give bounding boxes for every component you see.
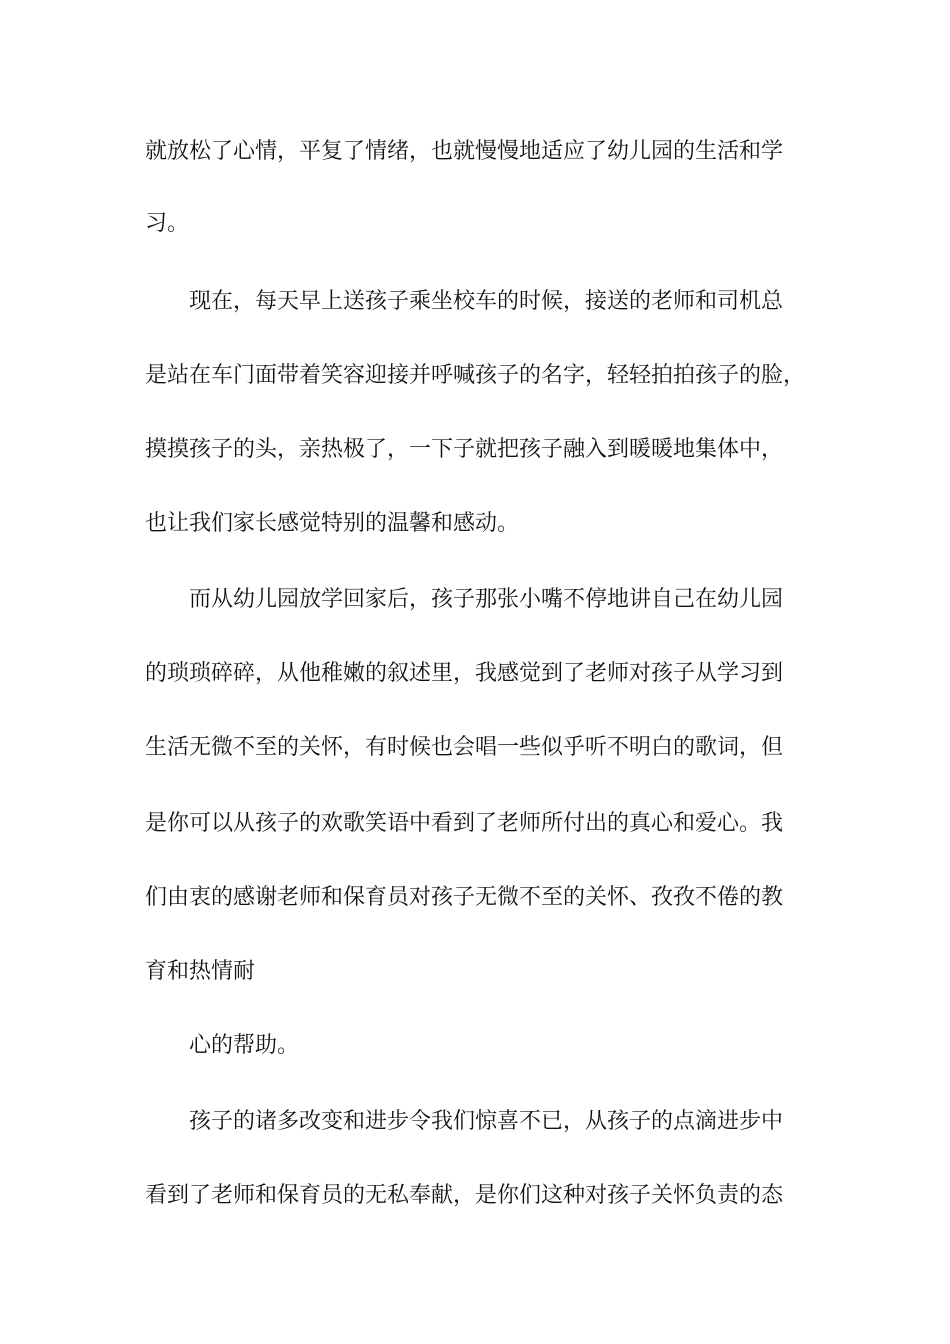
paragraph-start-line: 而从幼儿园放学回家后，孩子那张小嘴不停地讲自己在幼儿园 [189, 587, 784, 612]
text-line: 摸摸孩子的头，亲热极了，一下子就把孩子融入到暖暖地集体中， [145, 437, 784, 462]
text-line: 心的帮助。 [189, 1033, 300, 1058]
text-line: 是你可以从孩子的欢歌笑语中看到了老师所付出的真心和爱心。我 [145, 811, 784, 836]
text-line: 也让我们家长感觉特别的温馨和感动。 [145, 511, 520, 536]
text-line: 生活无微不至的关怀，有时候也会唱一些似乎听不明白的歌词，但 [145, 735, 784, 760]
paragraph-start-line: 现在，每天早上送孩子乘坐校车的时候，接送的老师和司机总 [189, 289, 784, 314]
text-line: 的琐琐碎碎，从他稚嫩的叙述里，我感觉到了老师对孩子从学习到 [145, 661, 784, 686]
text-line: 们由衷的感谢老师和保育员对孩子无微不至的关怀、孜孜不倦的教 [145, 885, 784, 910]
text-line: 看到了老师和保育员的无私奉献，是你们这种对孩子关怀负责的态 [145, 1183, 784, 1208]
paragraph-start-line: 孩子的诸多改变和进步令我们惊喜不已，从孩子的点滴进步中 [189, 1109, 784, 1134]
text-line: 是站在车门面带着笑容迎接并呼喊孩子的名字，轻轻拍拍孩子的脸， [145, 363, 806, 388]
text-line: 就放松了心情，平复了情绪，也就慢慢地适应了幼儿园的生活和学 [145, 139, 784, 164]
text-line: 育和热情耐 [145, 959, 256, 984]
text-line: 习。 [145, 211, 190, 236]
